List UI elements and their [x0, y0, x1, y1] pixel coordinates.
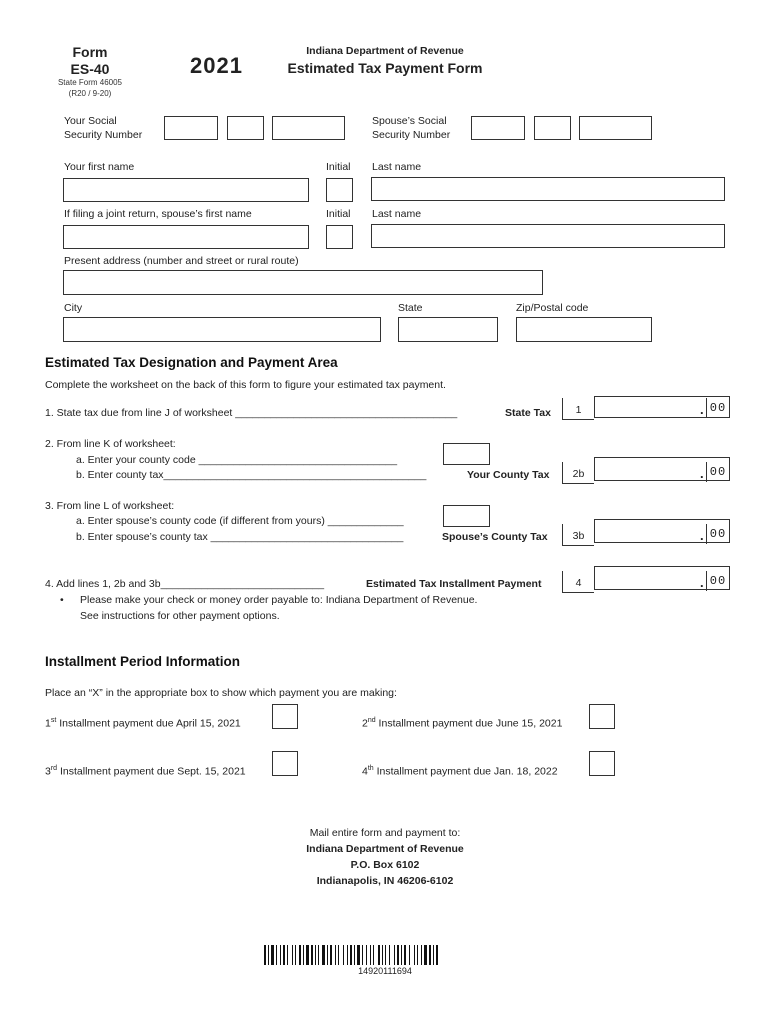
line3b-text: b. Enter spouse’s county tax _________________________________: [76, 531, 404, 543]
mail-line-2: Indiana Department of Revenue: [306, 843, 464, 855]
spouse-ssn-field-part1[interactable]: [471, 116, 525, 140]
installment-heading: Installment Period Information: [45, 654, 241, 669]
line2b-cents: 00: [706, 462, 729, 482]
note-bullet: •: [60, 594, 64, 606]
installment-4-label: 4th Installment payment due Jan. 18, 2022: [362, 765, 558, 778]
line4-cents: 00: [706, 571, 729, 591]
line2-head: 2. From line K of worksheet:: [45, 438, 176, 450]
form-code: ES-40: [70, 61, 110, 77]
line4-tag: Estimated Tax Installment Payment: [366, 578, 542, 590]
spouse-first-name-input[interactable]: [63, 225, 309, 249]
ssn-field-part1[interactable]: [164, 116, 218, 140]
line4-amount: [562, 571, 732, 595]
form-label: Form: [72, 44, 108, 60]
mail-line-1: Mail entire form and payment to:: [309, 827, 461, 839]
spouse-last-name-label: Last name: [372, 208, 422, 220]
installment-2-checkbox[interactable]: [589, 704, 615, 729]
line3b-number: 3b: [562, 524, 594, 546]
payment-note-1: Please make your check or money order payable to: Indiana Department of Revenue.: [80, 594, 478, 606]
designation-intro: Complete the worksheet on the back of this form to figure your estimated tax payment.: [45, 379, 446, 391]
installment-instruction: Place an “X” in the appropriate box to show which payment you are making:: [45, 687, 397, 699]
spouse-county-code-input[interactable]: [443, 505, 490, 527]
designation-heading: Estimated Tax Designation and Payment Area: [45, 355, 338, 370]
line4-number: 4: [562, 571, 594, 593]
last-name-input[interactable]: [371, 177, 725, 201]
ssn-field-part3[interactable]: [272, 116, 345, 140]
zip-input[interactable]: [516, 317, 652, 342]
spouse-ssn-label-1: Spouse’s Social: [372, 115, 447, 127]
state-form-number: State Form 46005: [57, 78, 123, 87]
payment-note-2: See instructions for other payment options.: [80, 610, 280, 622]
city-input[interactable]: [63, 317, 381, 342]
state-label: State: [398, 302, 423, 314]
line4-text: 4. Add lines 1, 2b and 3b____________________________: [45, 578, 325, 590]
line3b-cents: 00: [706, 524, 729, 544]
line3b-amount: [562, 524, 732, 548]
spouse-initial-input[interactable]: [326, 225, 353, 249]
line2b-decimal: .: [700, 466, 704, 481]
line1-number: 1: [562, 398, 594, 420]
line2b-amount: [562, 462, 732, 486]
address-input[interactable]: [63, 270, 543, 295]
line1-tag: State Tax: [505, 407, 551, 419]
form-year: 2021: [190, 53, 243, 78]
agency-name: Indiana Department of Revenue: [306, 45, 464, 57]
ssn-label-1: Your Social: [64, 115, 117, 127]
initial-label: Initial: [326, 161, 351, 173]
line3-tag: Spouse’s County Tax: [442, 531, 548, 543]
county-code-input[interactable]: [443, 443, 490, 465]
line1-cents: 00: [706, 398, 729, 418]
installment-2-label: 2nd Installment payment due June 15, 2021: [362, 717, 563, 730]
ssn-field-part2[interactable]: [227, 116, 264, 140]
first-name-input[interactable]: [63, 178, 309, 202]
installment-4-checkbox[interactable]: [589, 751, 615, 776]
ssn-label-2: Security Number: [64, 129, 143, 141]
spouse-ssn-label-2: Security Number: [372, 129, 451, 141]
spouse-initial-label: Initial: [326, 208, 351, 220]
installment-1-checkbox[interactable]: [272, 704, 298, 729]
installment-1-label: 1st Installment payment due April 15, 2021: [45, 717, 241, 730]
installment-3-checkbox[interactable]: [272, 751, 298, 776]
line2b-text: b. Enter county tax_____________________________________________: [76, 469, 427, 481]
city-label: City: [64, 302, 83, 314]
initial-input[interactable]: [326, 178, 353, 202]
installment-3-label: 3rd Installment payment due Sept. 15, 2021: [45, 765, 246, 778]
line1-amount: [562, 398, 732, 422]
line3-head: 3. From line L of worksheet:: [45, 500, 175, 512]
form-title: Estimated Tax Payment Form: [287, 60, 483, 76]
line1-decimal: .: [700, 402, 704, 417]
spouse-ssn-field-part2[interactable]: [534, 116, 571, 140]
spouse-ssn-field-part3[interactable]: [579, 116, 652, 140]
spouse-first-name-label: If filing a joint return, spouse’s first name: [64, 208, 252, 220]
spouse-last-name-input[interactable]: [371, 224, 725, 248]
line4-decimal: .: [700, 575, 704, 590]
line3a-text: a. Enter spouse’s county code (if different from yours) _____________: [76, 515, 404, 527]
barcode-number: 14920111694: [358, 966, 412, 976]
last-name-label: Last name: [372, 161, 422, 173]
line2-tag: Your County Tax: [467, 469, 550, 481]
address-label: Present address (number and street or rural route): [64, 255, 299, 267]
line1-text: 1. State tax due from line J of worksheet ______________________________________: [45, 407, 458, 419]
mail-line-3: P.O. Box 6102: [350, 859, 420, 871]
mail-line-4: Indianapolis, IN 46206-6102: [316, 875, 454, 887]
line2b-number: 2b: [562, 462, 594, 484]
line3b-decimal: .: [700, 528, 704, 543]
state-input[interactable]: [398, 317, 498, 342]
line2a-text: a. Enter your county code __________________________________: [76, 454, 398, 466]
zip-label: Zip/Postal code: [516, 302, 589, 314]
first-name-label: Your first name: [64, 161, 135, 173]
form-revision: (R20 / 9-20): [68, 89, 112, 98]
barcode-image: [264, 945, 508, 965]
